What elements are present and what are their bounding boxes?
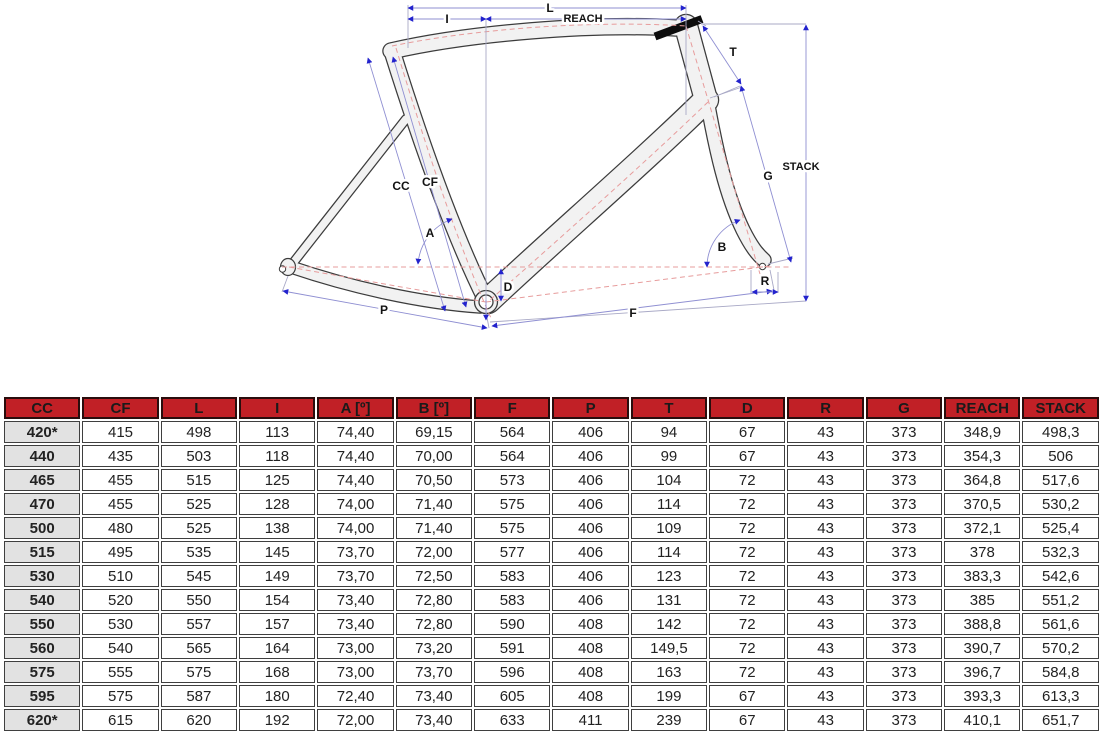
table-cell: 540 <box>82 637 158 659</box>
table-cell: 73,70 <box>317 541 393 563</box>
table-cell: 73,40 <box>396 709 472 731</box>
table-cell: 410,1 <box>944 709 1020 731</box>
table-cell: 73,00 <box>317 661 393 683</box>
table-cell: 525,4 <box>1022 517 1099 539</box>
column-header-4: A [º] <box>317 397 393 419</box>
table-cell: 590 <box>474 613 550 635</box>
table-cell: 72,80 <box>396 589 472 611</box>
table-cell: 43 <box>787 637 863 659</box>
table-row <box>4 445 1099 467</box>
table-cell: 510 <box>82 565 158 587</box>
table-cell: 164 <box>239 637 315 659</box>
table-cell: 411 <box>552 709 628 731</box>
table-cell: 43 <box>787 709 863 731</box>
column-header-0: CC <box>4 397 80 419</box>
row-size-label: 550 <box>4 613 80 635</box>
table-cell: 154 <box>239 589 315 611</box>
table-cell: 373 <box>866 517 942 539</box>
table-cell: 373 <box>866 685 942 707</box>
table-cell: 373 <box>866 589 942 611</box>
table-cell: 67 <box>709 445 785 467</box>
table-cell: 67 <box>709 709 785 731</box>
table-cell: 565 <box>161 637 237 659</box>
table-cell: 575 <box>474 493 550 515</box>
row-size-label: 440 <box>4 445 80 467</box>
table-cell: 72 <box>709 613 785 635</box>
table-row <box>4 541 1099 563</box>
table-cell: 123 <box>631 565 707 587</box>
table-cell: 406 <box>552 469 628 491</box>
row-size-label: 560 <box>4 637 80 659</box>
column-header-8: T <box>631 397 707 419</box>
table-cell: 506 <box>1022 445 1099 467</box>
table-cell: 550 <box>161 589 237 611</box>
row-size-label: 620* <box>4 709 80 731</box>
table-cell: 385 <box>944 589 1020 611</box>
table-cell: 43 <box>787 661 863 683</box>
table-cell: 435 <box>82 445 158 467</box>
table-cell: 370,5 <box>944 493 1020 515</box>
label-seat-tube-cf: CF <box>422 175 438 189</box>
table-cell: 455 <box>82 469 158 491</box>
table-cell: 114 <box>631 493 707 515</box>
table-cell: 393,3 <box>944 685 1020 707</box>
table-cell: 577 <box>474 541 550 563</box>
table-cell: 406 <box>552 565 628 587</box>
table-cell: 406 <box>552 517 628 539</box>
table-cell: 72 <box>709 589 785 611</box>
table-cell: 415 <box>82 421 158 443</box>
table-cell: 373 <box>866 565 942 587</box>
table-row <box>4 469 1099 491</box>
label-reach: REACH <box>563 13 603 25</box>
table-cell: 43 <box>787 493 863 515</box>
table-cell: 364,8 <box>944 469 1020 491</box>
table-cell: 573 <box>474 469 550 491</box>
table-cell: 525 <box>161 517 237 539</box>
table-cell: 192 <box>239 709 315 731</box>
table-cell: 70,00 <box>396 445 472 467</box>
row-size-label: 530 <box>4 565 80 587</box>
label-head-tube-t: T <box>729 45 737 59</box>
table-header-row <box>4 397 1099 419</box>
table-cell: 72,80 <box>396 613 472 635</box>
table-cell: 515 <box>161 469 237 491</box>
table-cell: 396,7 <box>944 661 1020 683</box>
table-cell: 109 <box>631 517 707 539</box>
row-size-label: 515 <box>4 541 80 563</box>
table-cell: 373 <box>866 469 942 491</box>
column-header-6: F <box>474 397 550 419</box>
table-cell: 583 <box>474 565 550 587</box>
label-seat-offset-i: I <box>445 12 449 26</box>
table-cell: 149 <box>239 565 315 587</box>
table-cell: 383,3 <box>944 565 1020 587</box>
label-chainstay-p: P <box>379 303 389 317</box>
table-cell: 142 <box>631 613 707 635</box>
table-cell: 388,8 <box>944 613 1020 635</box>
table-cell: 591 <box>474 637 550 659</box>
table-cell: 503 <box>161 445 237 467</box>
column-header-10: R <box>787 397 863 419</box>
row-size-label: 470 <box>4 493 80 515</box>
table-cell: 545 <box>161 565 237 587</box>
table-cell: 43 <box>787 421 863 443</box>
label-head-angle-b: B <box>717 240 727 254</box>
table-cell: 72 <box>709 469 785 491</box>
column-header-3: I <box>239 397 315 419</box>
table-cell: 199 <box>631 685 707 707</box>
table-row <box>4 517 1099 539</box>
table-cell: 373 <box>866 613 942 635</box>
column-header-7: P <box>552 397 628 419</box>
table-cell: 495 <box>82 541 158 563</box>
geometry-table-head <box>4 397 1099 419</box>
table-cell: 561,6 <box>1022 613 1099 635</box>
table-cell: 555 <box>82 661 158 683</box>
table-cell: 72,00 <box>317 709 393 731</box>
table-cell: 239 <box>631 709 707 731</box>
table-cell: 74,40 <box>317 421 393 443</box>
table-cell: 138 <box>239 517 315 539</box>
table-cell: 373 <box>866 493 942 515</box>
table-cell: 498 <box>161 421 237 443</box>
table-cell: 69,15 <box>396 421 472 443</box>
table-cell: 72,40 <box>317 685 393 707</box>
table-cell: 114 <box>631 541 707 563</box>
table-cell: 408 <box>552 685 628 707</box>
row-size-label: 465 <box>4 469 80 491</box>
table-cell: 74,40 <box>317 469 393 491</box>
row-size-label: 500 <box>4 517 80 539</box>
table-row <box>4 493 1099 515</box>
table-cell: 605 <box>474 685 550 707</box>
table-cell: 575 <box>474 517 550 539</box>
label-fork-g: G <box>763 169 773 183</box>
table-cell: 406 <box>552 445 628 467</box>
table-cell: 373 <box>866 541 942 563</box>
column-header-13: STACK <box>1022 397 1099 419</box>
table-cell: 73,00 <box>317 637 393 659</box>
table-cell: 73,40 <box>396 685 472 707</box>
table-cell: 373 <box>866 421 942 443</box>
column-header-2: L <box>161 397 237 419</box>
table-cell: 128 <box>239 493 315 515</box>
table-cell: 43 <box>787 565 863 587</box>
table-cell: 43 <box>787 613 863 635</box>
table-cell: 72 <box>709 517 785 539</box>
label-front-center-f: F <box>629 306 637 320</box>
table-cell: 71,40 <box>396 493 472 515</box>
table-cell: 455 <box>82 493 158 515</box>
table-cell: 67 <box>709 421 785 443</box>
table-cell: 43 <box>787 685 863 707</box>
table-cell: 74,00 <box>317 517 393 539</box>
column-header-12: REACH <box>944 397 1020 419</box>
table-cell: 104 <box>631 469 707 491</box>
table-cell: 525 <box>161 493 237 515</box>
table-cell: 72 <box>709 637 785 659</box>
table-cell: 70,50 <box>396 469 472 491</box>
geometry-table-body <box>4 421 1099 731</box>
table-cell: 584,8 <box>1022 661 1099 683</box>
table-cell: 408 <box>552 661 628 683</box>
table-cell: 73,20 <box>396 637 472 659</box>
table-cell: 94 <box>631 421 707 443</box>
table-cell: 145 <box>239 541 315 563</box>
table-cell: 73,70 <box>396 661 472 683</box>
table-cell: 551,2 <box>1022 589 1099 611</box>
table-cell: 373 <box>866 637 942 659</box>
table-cell: 373 <box>866 709 942 731</box>
table-cell: 535 <box>161 541 237 563</box>
table-cell: 596 <box>474 661 550 683</box>
column-header-11: G <box>866 397 942 419</box>
table-cell: 575 <box>161 661 237 683</box>
table-cell: 373 <box>866 661 942 683</box>
table-cell: 113 <box>239 421 315 443</box>
frame-fill-layer <box>291 26 764 307</box>
table-cell: 406 <box>552 589 628 611</box>
table-cell: 583 <box>474 589 550 611</box>
label-bb-drop-d: D <box>503 280 513 294</box>
label-top-tube-l: L <box>546 1 554 15</box>
table-cell: 570,2 <box>1022 637 1099 659</box>
label-rake-r: R <box>760 274 770 288</box>
table-cell: 542,6 <box>1022 565 1099 587</box>
label-stack: STACK <box>782 161 820 173</box>
table-cell: 406 <box>552 421 628 443</box>
table-cell: 72,50 <box>396 565 472 587</box>
table-cell: 43 <box>787 541 863 563</box>
row-size-label: 420* <box>4 421 80 443</box>
table-cell: 180 <box>239 685 315 707</box>
table-cell: 390,7 <box>944 637 1020 659</box>
table-cell: 74,00 <box>317 493 393 515</box>
table-cell: 615 <box>82 709 158 731</box>
table-cell: 354,3 <box>944 445 1020 467</box>
table-cell: 557 <box>161 613 237 635</box>
label-seat-tube-cc: CC <box>392 179 410 193</box>
table-cell: 72 <box>709 541 785 563</box>
table-cell: 43 <box>787 589 863 611</box>
table-row <box>4 637 1099 659</box>
table-cell: 587 <box>161 685 237 707</box>
table-cell: 348,9 <box>944 421 1020 443</box>
table-cell: 73,40 <box>317 589 393 611</box>
table-cell: 149,5 <box>631 637 707 659</box>
table-cell: 73,70 <box>317 565 393 587</box>
table-cell: 406 <box>552 493 628 515</box>
table-cell: 480 <box>82 517 158 539</box>
table-cell: 372,1 <box>944 517 1020 539</box>
table-cell: 43 <box>787 445 863 467</box>
table-cell: 157 <box>239 613 315 635</box>
row-size-label: 540 <box>4 589 80 611</box>
row-size-label: 595 <box>4 685 80 707</box>
table-cell: 72 <box>709 493 785 515</box>
table-cell: 564 <box>474 421 550 443</box>
column-header-1: CF <box>82 397 158 419</box>
table-cell: 408 <box>552 637 628 659</box>
table-cell: 378 <box>944 541 1020 563</box>
table-cell: 498,3 <box>1022 421 1099 443</box>
table-row <box>4 661 1099 683</box>
table-cell: 406 <box>552 541 628 563</box>
table-cell: 71,40 <box>396 517 472 539</box>
table-row <box>4 565 1099 587</box>
table-cell: 72 <box>709 565 785 587</box>
table-cell: 163 <box>631 661 707 683</box>
table-row <box>4 709 1099 731</box>
table-cell: 408 <box>552 613 628 635</box>
table-cell: 73,40 <box>317 613 393 635</box>
table-cell: 99 <box>631 445 707 467</box>
table-cell: 613,3 <box>1022 685 1099 707</box>
table-cell: 118 <box>239 445 315 467</box>
table-cell: 125 <box>239 469 315 491</box>
table-row <box>4 613 1099 635</box>
column-header-5: B [º] <box>396 397 472 419</box>
table-cell: 532,3 <box>1022 541 1099 563</box>
table-cell: 520 <box>82 589 158 611</box>
table-cell: 373 <box>866 445 942 467</box>
table-row <box>4 685 1099 707</box>
table-row <box>4 421 1099 443</box>
row-size-label: 575 <box>4 661 80 683</box>
table-cell: 517,6 <box>1022 469 1099 491</box>
table-cell: 168 <box>239 661 315 683</box>
table-cell: 43 <box>787 517 863 539</box>
table-cell: 74,40 <box>317 445 393 467</box>
table-cell: 530 <box>82 613 158 635</box>
table-cell: 67 <box>709 685 785 707</box>
table-cell: 564 <box>474 445 550 467</box>
table-cell: 131 <box>631 589 707 611</box>
table-cell: 43 <box>787 469 863 491</box>
geometry-table <box>2 395 1101 733</box>
table-cell: 633 <box>474 709 550 731</box>
label-seat-angle-a: A <box>425 226 435 240</box>
table-cell: 72 <box>709 661 785 683</box>
table-cell: 72,00 <box>396 541 472 563</box>
table-cell: 620 <box>161 709 237 731</box>
table-cell: 530,2 <box>1022 493 1099 515</box>
table-row <box>4 589 1099 611</box>
table-cell: 575 <box>82 685 158 707</box>
table-cell: 651,7 <box>1022 709 1099 731</box>
column-header-9: D <box>709 397 785 419</box>
